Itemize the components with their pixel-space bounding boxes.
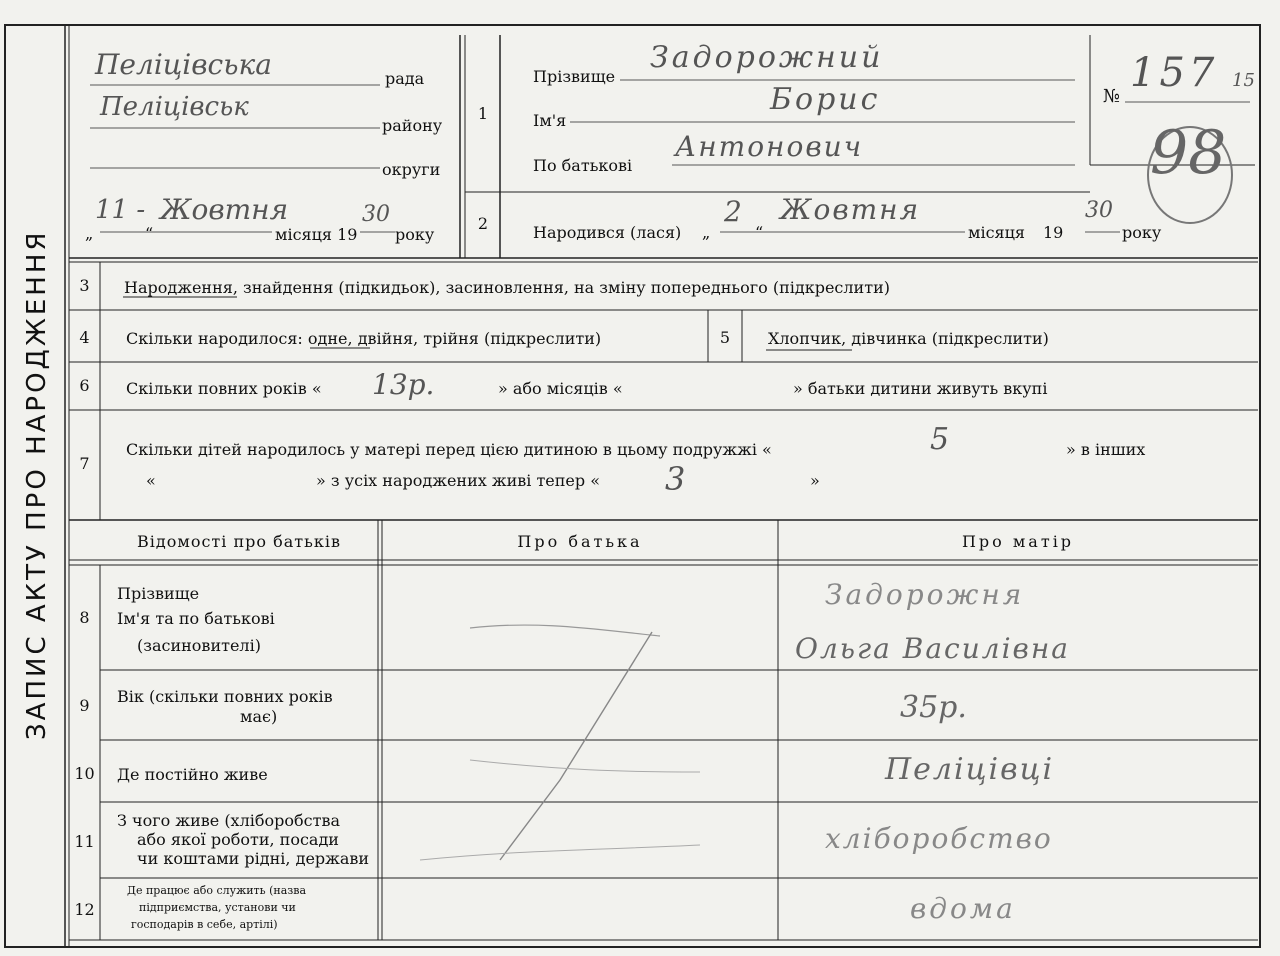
parents-header-father: Про батька <box>517 532 643 551</box>
registry-year-value: 30 <box>362 202 390 227</box>
record-number-label: № <box>1103 86 1121 107</box>
surname-label: Прізвище <box>533 67 616 86</box>
name-value: Борис <box>770 82 881 117</box>
row8-label-2: Ім'я та по батькові <box>117 609 275 628</box>
registry-month-value: Жовтня <box>160 193 289 226</box>
mother-name-value: Ольга Василівна <box>795 632 1070 665</box>
registry-quote-close: “ <box>145 224 154 243</box>
row7-line1-b: » в інших <box>1066 440 1146 459</box>
born-month-label: місяця <box>968 223 1025 242</box>
row-number-11: 11 <box>74 832 95 851</box>
row-number-2: 2 <box>477 214 489 233</box>
born-year-label: року <box>1122 223 1162 242</box>
row9-label-2: має) <box>240 707 278 726</box>
born-century: 19 <box>1043 223 1064 242</box>
parents-header-info: Відомості про батьків <box>137 532 341 551</box>
patronymic-label: По батькові <box>533 156 633 175</box>
name-label: Ім'я <box>533 111 567 130</box>
row7-line2-a: « <box>146 471 156 490</box>
registry-year-label: року <box>395 225 435 244</box>
vertical-form-title: ЗАПИС АКТУ ПРО НАРОДЖЕННЯ <box>22 229 52 741</box>
row5-text: Хлопчик, дівчинка (підкреслити) <box>768 329 1049 348</box>
row-number-5: 5 <box>719 328 731 347</box>
row6-value: 13р. <box>372 368 435 401</box>
registry-month-label: місяця 19 <box>275 225 358 244</box>
row4-text: Скільки народилося: одне, двійня, трійня (підкреслити) <box>126 329 602 348</box>
born-year-value: 30 <box>1085 198 1113 223</box>
row-number-7: 7 <box>79 454 90 473</box>
row11-label-1: З чого живе (хліборобства <box>117 811 340 830</box>
row11-label-2: або якої роботи, посади <box>137 830 339 849</box>
record-number-value: 157 <box>1130 50 1219 96</box>
row-number-4: 4 <box>79 328 90 347</box>
row10-label: Де постійно живе <box>117 765 268 784</box>
registry-day-value: 11 - <box>95 195 146 225</box>
raion-value: Пеліцівськ <box>100 92 249 122</box>
row-number-9: 9 <box>79 696 90 715</box>
born-quote-open: „ <box>702 223 711 242</box>
row-number-1: 1 <box>477 104 489 123</box>
born-month-value: Жовтня <box>780 193 921 226</box>
rada-label: рада <box>385 69 425 88</box>
row-number-8: 8 <box>79 608 90 627</box>
okrug-label: округи <box>382 160 441 179</box>
mother-surname-value: Задорожня <box>825 578 1025 611</box>
row11-label-3: чи коштами рідні, держави <box>137 849 370 868</box>
row12-label-1: Де працює або служить (назва <box>127 884 307 897</box>
rada-value: Пеліцівська <box>95 48 272 81</box>
parents-header-mother: Про матір <box>961 532 1075 551</box>
surname-value: Задорожний <box>650 40 884 75</box>
row6-text-a: Скільки повних років « <box>126 379 322 398</box>
registry-quote-open: „ <box>85 224 94 243</box>
row7-line1-a: Скільки дітей народилось у матері перед цією дитиною в цьому подружжі « <box>126 440 772 459</box>
mother-occupation-value: хліборобство <box>825 822 1053 855</box>
row6-text-c: » батьки дитини живуть вкупі <box>793 379 1048 398</box>
row-number-6: 6 <box>79 376 90 395</box>
mother-work-value: вдома <box>910 892 1016 925</box>
born-day-value: 2 <box>724 195 742 228</box>
row7-line2-c: » <box>810 471 820 490</box>
row-number-10: 10 <box>74 764 95 783</box>
circled-registry-mark: 98 <box>1150 118 1227 188</box>
row12-label-2: підприємства, установи чи <box>139 901 296 914</box>
row7-value1: 5 <box>930 422 950 457</box>
patronymic-value: Антонович <box>675 130 864 163</box>
record-number-margin-note: 15 <box>1232 70 1255 91</box>
row8-label-3: (засиновителі) <box>137 636 261 655</box>
row12-label-3: господарів в себе, артілі) <box>131 918 278 931</box>
row7-line2-b: » з усіх народжених живі тепер « <box>316 471 601 490</box>
row9-label-1: Вік (скільки повних років <box>117 687 333 706</box>
row3-text: Народження, знайдення (підкидьок), засиновлення, на зміну попереднього (підкреслити) <box>124 278 890 297</box>
born-quote-close: “ <box>755 223 764 242</box>
mother-age-value: 35р. <box>900 690 967 725</box>
row7-value2: 3 <box>665 460 686 498</box>
born-label: Народився (лася) <box>533 223 682 242</box>
raion-label: району <box>382 116 443 135</box>
row-number-3: 3 <box>79 276 90 295</box>
row6-text-b: » або місяців « <box>498 379 623 398</box>
row-number-12: 12 <box>74 900 95 919</box>
mother-residence-value: Пеліцівці <box>885 752 1055 787</box>
row8-label-1: Прізвище <box>117 584 200 603</box>
